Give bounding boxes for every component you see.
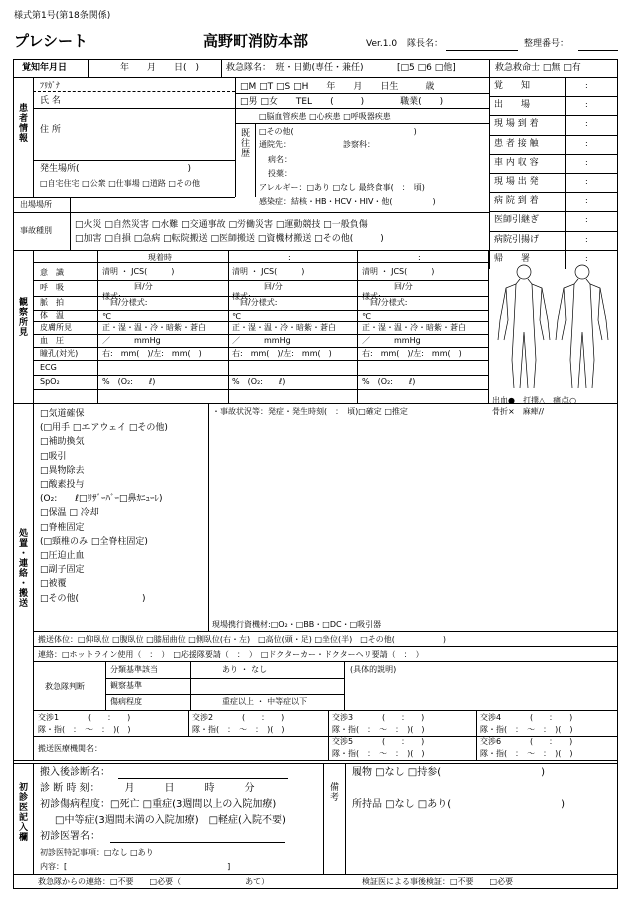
time-label: 帰 署: [494, 253, 531, 264]
time-value[interactable]: :: [585, 215, 588, 225]
obs-value[interactable]: 右: mm( )/左: mm( ): [232, 349, 332, 358]
negotiation-label: 交渉2: [192, 713, 214, 722]
recognition-date-field[interactable]: 年 月 日( ): [120, 63, 200, 73]
time-value[interactable]: :: [585, 138, 588, 148]
obs-value[interactable]: 清明 ・ JCS( ): [362, 267, 435, 276]
time-value[interactable]: :: [585, 157, 588, 167]
diagnosis-time[interactable]: 診 断 時 刻： 月 日 時 分: [40, 783, 255, 794]
emt-field[interactable]: 救急救命士 □無 □有: [495, 63, 581, 73]
care-item[interactable]: □被覆: [40, 579, 67, 590]
negotiation-label: 交渉5: [332, 737, 354, 746]
severity-line-1[interactable]: 初診傷病程度：□死亡 □重症(3週間以上の入院加療): [40, 799, 277, 810]
obs-value[interactable]: 正・湿・温・冷・暗紫・蒼白: [102, 323, 206, 332]
time-value[interactable]: :: [585, 81, 588, 90]
obs-value[interactable]: ℃: [232, 312, 241, 321]
time-value[interactable]: :: [585, 100, 588, 110]
obs-row-label: ECG: [40, 362, 57, 372]
care-item[interactable]: □圧迫止血: [40, 551, 85, 561]
care-item[interactable]: □酸素投与: [40, 480, 85, 490]
time-label: 病 院 到 着: [494, 196, 539, 207]
negotiation-label: 交渉6: [480, 737, 502, 746]
observation-section: 観察所見: [17, 297, 27, 337]
care-item[interactable]: □気道確保: [40, 409, 85, 419]
care-item[interactable]: □副子固定: [40, 565, 85, 576]
obs-value[interactable]: 清明 ・ JCS( ): [102, 267, 175, 276]
obs-value[interactable]: 回/分 様式:: [232, 282, 283, 301]
footer-verify[interactable]: 検証医による事後検証：□不要 □必要: [362, 877, 514, 886]
obs-value[interactable]: 清明 ・ JCS( ): [232, 267, 305, 276]
captain-label: 隊長名：: [407, 39, 444, 49]
obs-value[interactable]: 回/分 様式:: [102, 282, 153, 301]
care-item[interactable]: (□頸椎のみ □全脊柱固定): [40, 536, 148, 547]
obs-row-label: SpO₂: [40, 377, 60, 386]
accident-type-line-1[interactable]: □火災 □自然災害 □水難 □交通事故 □労働災害 □運動競技 □一般負傷: [75, 220, 368, 230]
obs-value[interactable]: 回/分 様式:: [362, 282, 413, 301]
time-label: 覚 知: [494, 81, 531, 91]
obs-row-label: 皮膚所見: [40, 322, 72, 332]
negotiation-time[interactable]: ( ： ): [530, 737, 573, 746]
negotiation-time[interactable]: ( ： ): [88, 713, 131, 722]
care-item[interactable]: □保温 □ 冷却: [40, 508, 99, 519]
history-label: 既往歴: [239, 128, 249, 158]
time-label: 出 場: [494, 100, 531, 111]
footer-contact[interactable]: 救急隊からの連絡：□不要 □必要（ あて）: [38, 877, 270, 886]
obs-row-label: 意 識: [40, 267, 64, 277]
history-line-1[interactable]: □脳血管疾患 □心疾患 □呼吸器疾患: [259, 112, 391, 121]
care-section: 処置・連絡・搬送: [17, 528, 27, 608]
negotiation-time[interactable]: ( ： ): [382, 713, 425, 722]
care-item[interactable]: (O₂: ℓ□ﾘｻﾞｰﾊﾞｰ□鼻ｶﾆｭｰﾚ): [40, 494, 163, 505]
care-item[interactable]: □その他( ): [40, 593, 146, 604]
accident-type-label: 事故種別: [20, 226, 52, 235]
ref-number-label: 整理番号：: [524, 39, 570, 49]
judge-label: 救急隊判断: [45, 682, 85, 691]
body-legend: 出血● 打撲△ 痛点○: [492, 396, 577, 405]
time-label: 現 場 到 着: [494, 119, 539, 130]
form-title: プレシート: [14, 32, 89, 50]
obs-row-label: 呼 吸: [40, 283, 64, 292]
obs-row-label: 瞳孔(対光): [40, 348, 79, 358]
severity-line-2[interactable]: □中等症(3週間未満の入院加療) □軽症(入院不要): [55, 815, 286, 826]
version: Ver.1.0: [366, 39, 398, 49]
situation-field[interactable]: ・事故状況等：発症・発生時刻( ： 頃)□確定 □推定: [212, 407, 408, 416]
dispatch-place-label: 出場場所: [20, 200, 52, 209]
first-doctor-section: 初診医記入欄: [17, 782, 27, 842]
belongings-field[interactable]: 所持品 □なし □あり( ): [352, 799, 566, 810]
negotiation-time[interactable]: ( ： ): [382, 737, 425, 746]
birth-date-field[interactable]: □M □T □S □H 年 月 日生 歳: [240, 82, 435, 92]
negotiation-doc[interactable]: 隊・指( ： ～ ： )( ): [480, 749, 573, 758]
negotiation-doc[interactable]: 隊・指( ： ～ ： )( ): [480, 725, 573, 734]
unit-name-field[interactable]: 救急隊名： 班・日勤(専任・兼任): [226, 63, 364, 73]
time-value[interactable]: :: [585, 119, 588, 129]
judge-key: 傷病程度: [110, 697, 142, 706]
obs-row-label: 血 圧: [40, 335, 64, 345]
obs-value[interactable]: 正・湿・温・冷・暗紫・蒼白: [362, 323, 466, 332]
time-value[interactable]: :: [585, 253, 588, 263]
negotiation-label: 交渉4: [480, 713, 502, 722]
obs-row-label: 脈 拍: [40, 298, 64, 307]
negotiation-doc[interactable]: 隊・指( ： ～ ： )( ): [332, 725, 425, 734]
judge-key: 観察基準: [110, 681, 142, 690]
kana-label: ﾌﾘｶﾞﾅ: [40, 81, 60, 90]
judge-key: 分類基準該当: [110, 665, 158, 674]
diagnosis-label[interactable]: 搬入後診断名：: [40, 767, 110, 778]
negotiation-doc[interactable]: 隊・指( ： ～ ： )( ): [332, 749, 425, 758]
equipment-field[interactable]: 現場携行資機材:□O₂・□BB・□DC・□吸引器: [212, 620, 382, 629]
body-diagram[interactable]: [494, 262, 614, 392]
obs-value[interactable]: ／ mmHg: [232, 336, 291, 345]
at-scene-label: 現着時: [148, 253, 172, 262]
obs-value[interactable]: 右: mm( )/左: mm( ): [102, 349, 202, 358]
time-value[interactable]: :: [585, 177, 588, 186]
patient-info-section: 患者情報: [17, 103, 27, 143]
body-legend-2: 骨折× 麻痺//: [492, 407, 545, 416]
incident-place-field[interactable]: 発生場所( ): [40, 164, 192, 174]
unit-options[interactable]: [□5 □6 □他]: [397, 63, 456, 73]
care-item[interactable]: □脊椎固定: [40, 522, 85, 533]
negotiation-label: 交渉3: [332, 713, 354, 722]
obs-value[interactable]: ／ mmHg: [102, 336, 161, 345]
time-value[interactable]: :: [585, 234, 588, 244]
obs-value[interactable]: ／ mmHg: [362, 336, 421, 345]
history-line-5[interactable]: 投薬：: [268, 169, 292, 178]
negotiation-time[interactable]: ( ： ): [530, 713, 573, 722]
obs-value[interactable]: ℃: [102, 312, 111, 321]
care-item[interactable]: □吸引: [40, 451, 67, 462]
time-label: 現 場 出 発: [494, 177, 539, 187]
time-label: 車 内 収 容: [494, 157, 539, 168]
obs-value[interactable]: % (O₂: ℓ): [362, 377, 416, 386]
time-value[interactable]: :: [585, 196, 588, 206]
history-line-6[interactable]: アレルギー：□あり □なし 最終食事( ： 頃): [259, 183, 425, 192]
time-label: 医師引継ぎ: [494, 215, 540, 226]
footwear-field[interactable]: 履物 □なし □持参( ): [352, 767, 546, 778]
address-label: 住 所: [40, 125, 61, 135]
doctor-signature[interactable]: 初診医署名：: [40, 831, 100, 842]
care-item[interactable]: (□用手 □エアウェイ □その他): [40, 423, 168, 434]
history-line-2[interactable]: □その他( ): [259, 127, 417, 136]
hospital-label[interactable]: 搬送医療機関名：: [38, 744, 102, 753]
transport-position[interactable]: 搬送体位：□仰臥位 □腹臥位 □膝屈曲位 □側臥位(右・左) □高位(頭・足) □坐位(半) □その他( ): [38, 635, 447, 644]
negotiation-label: 交渉1: [38, 713, 60, 722]
obs-value[interactable]: 回/分様式:: [102, 298, 148, 307]
negotiation-doc[interactable]: 隊・指( ： ～ ： )( ): [192, 725, 285, 734]
sex-tel-field[interactable]: □男 □女 TEL ( ) 職業( ): [240, 97, 444, 107]
notes-content[interactable]: 内容：[ ]: [40, 862, 231, 871]
history-line-4[interactable]: 病名：: [268, 155, 292, 164]
recognition-date-label: 覚知年月日: [22, 63, 68, 73]
history-line-3[interactable]: 通院先： 診察科：: [259, 140, 375, 149]
judge-value[interactable]: 重症以上 ・ 中等症以下: [222, 697, 308, 706]
org-name: 高野町消防本部: [203, 32, 309, 50]
obs-value[interactable]: 回/分様式:: [232, 298, 278, 307]
remarks-label: 備考: [328, 782, 338, 802]
name-label: 氏 名: [40, 96, 61, 106]
care-item[interactable]: □異物除去: [40, 465, 85, 476]
doctor-notes[interactable]: 初診医特記事項：□なし □あり: [40, 848, 154, 857]
care-item[interactable]: □補助換気: [40, 437, 85, 448]
obs-value[interactable]: ℃: [362, 312, 371, 321]
time-label: 病院引揚げ: [494, 234, 540, 245]
obs-value[interactable]: % (O₂: ℓ): [102, 377, 156, 386]
explain-label: (具体的説明): [350, 665, 397, 674]
contact-field[interactable]: 連絡：□ホットライン使用（ ： ） □応援隊要請（ ： ） □ドクターカー・ドクターヘリ要請（ ： ）: [38, 650, 424, 659]
incident-place-options[interactable]: □自宅住宅 □公衆 □仕事場 □道路 □その他: [40, 179, 200, 188]
negotiation-doc[interactable]: 隊・指( ： ～ ： )( ): [38, 725, 131, 734]
judge-value[interactable]: あり ・ なし: [222, 665, 268, 674]
negotiation-time[interactable]: ( ： ): [242, 713, 285, 722]
obs-row-label: 体 温: [40, 310, 64, 320]
obs-value[interactable]: 回/分様式:: [362, 298, 408, 307]
time-label: 患 者 接 触: [494, 138, 539, 149]
obs-value[interactable]: 右: mm( )/左: mm( ): [362, 349, 462, 358]
history-line-7[interactable]: 感染症：結核・HB・HCV・HIV・他( ): [259, 197, 436, 206]
obs-value[interactable]: 正・湿・温・冷・暗紫・蒼白: [232, 323, 336, 332]
accident-type-line-2[interactable]: □加害 □自損 □急病 □転院搬送 □医師搬送 □資機材搬送 □その他( ): [75, 234, 384, 244]
form-number: 様式第1号(第18条関係): [14, 11, 111, 21]
obs-value[interactable]: % (O₂: ℓ): [232, 377, 286, 386]
